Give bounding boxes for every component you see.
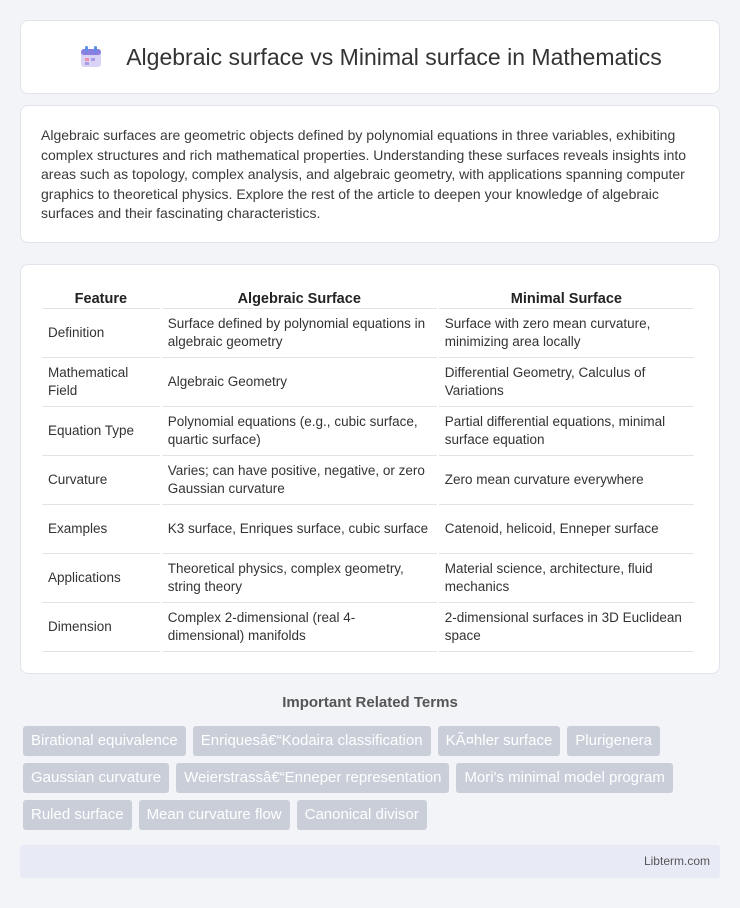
minimal-cell: Catenoid, helicoid, Enneper surface — [439, 505, 694, 554]
feature-cell: Applications — [42, 554, 160, 603]
related-term-tag[interactable]: Mean curvature flow — [139, 800, 290, 830]
algebraic-cell: Varies; can have positive, negative, or zero Gaussian curvature — [162, 456, 437, 505]
algebraic-cell: Complex 2-dimensional (real 4-dimensional) manifolds — [162, 603, 437, 652]
title-card — [20, 20, 720, 94]
tag-row — [23, 726, 723, 756]
feature-cell: Dimension — [42, 603, 160, 652]
comparison-table — [40, 283, 696, 652]
table-row — [42, 505, 694, 554]
minimal-cell: 2-dimensional surfaces in 3D Euclidean space — [439, 603, 694, 652]
algebraic-cell: K3 surface, Enriques surface, cubic surface — [162, 505, 437, 554]
related-term-tag[interactable]: Weierstrassâ€“Enneper representation — [176, 763, 449, 793]
related-term-tag[interactable]: Gaussian curvature — [23, 763, 169, 793]
footer — [20, 845, 720, 878]
related-term-tag[interactable]: KÃ¤hler surface — [438, 726, 561, 756]
table-row — [42, 407, 694, 456]
table-row — [42, 358, 694, 407]
header-algebraic-surface: Algebraic Surface — [162, 283, 437, 309]
feature-cell: Mathematical Field — [42, 358, 160, 407]
related-term-tag[interactable]: Plurigenera — [567, 726, 660, 756]
page-title: Algebraic surface vs Minimal surface in Mathematics — [126, 43, 662, 70]
related-term-tag[interactable]: Enriquesâ€“Kodaira classification — [193, 726, 431, 756]
related-term-tag[interactable]: Mori's minimal model program — [456, 763, 672, 793]
related-term-tag[interactable]: Birational equivalence — [23, 726, 186, 756]
algebraic-cell: Theoretical physics, complex geometry, string theory — [162, 554, 437, 603]
feature-cell: Definition — [42, 309, 160, 358]
table-row — [42, 554, 694, 603]
table-header-row — [42, 283, 694, 309]
minimal-cell: Surface with zero mean curvature, minimizing area locally — [439, 309, 694, 358]
header-feature: Feature — [42, 283, 160, 309]
minimal-cell: Differential Geometry, Calculus of Variations — [439, 358, 694, 407]
table-row — [42, 456, 694, 505]
tag-row — [23, 763, 723, 793]
intro-card — [20, 105, 720, 243]
feature-cell: Equation Type — [42, 407, 160, 456]
algebraic-cell: Polynomial equations (e.g., cubic surface, quartic surface) — [162, 407, 437, 456]
comparison-table-card — [20, 264, 720, 674]
tag-row — [23, 800, 723, 830]
header-minimal-surface: Minimal Surface — [439, 283, 694, 309]
calendar-icon — [78, 44, 104, 70]
footer-brand-link[interactable]: Libterm.com — [643, 854, 710, 868]
minimal-cell: Partial differential equations, minimal surface equation — [439, 407, 694, 456]
feature-cell: Curvature — [42, 456, 160, 505]
algebraic-cell: Surface defined by polynomial equations in algebraic geometry — [162, 309, 437, 358]
related-term-tag[interactable]: Ruled surface — [23, 800, 132, 830]
minimal-cell: Zero mean curvature everywhere — [439, 456, 694, 505]
table-row — [42, 309, 694, 358]
intro-paragraph: Algebraic surfaces are geometric objects defined by polynomial equations in three variables, exhibiting complex structures and rich mathematical properties. Understanding these surfaces reveals insights into areas such as topology, complex analysis, and algebraic geometry, with applications spanning computer graphics to theoretical physics. Explore the rest of the article to deepen your knowledge of algebraic surfaces and their fascinating characteristics. — [41, 127, 687, 221]
table-row — [42, 603, 694, 652]
algebraic-cell: Algebraic Geometry — [162, 358, 437, 407]
minimal-cell: Material science, architecture, fluid mechanics — [439, 554, 694, 603]
related-terms-list — [23, 726, 723, 837]
related-term-tag[interactable]: Canonical divisor — [297, 800, 427, 830]
feature-cell: Examples — [42, 505, 160, 554]
related-terms-title: Important Related Terms — [282, 694, 458, 711]
